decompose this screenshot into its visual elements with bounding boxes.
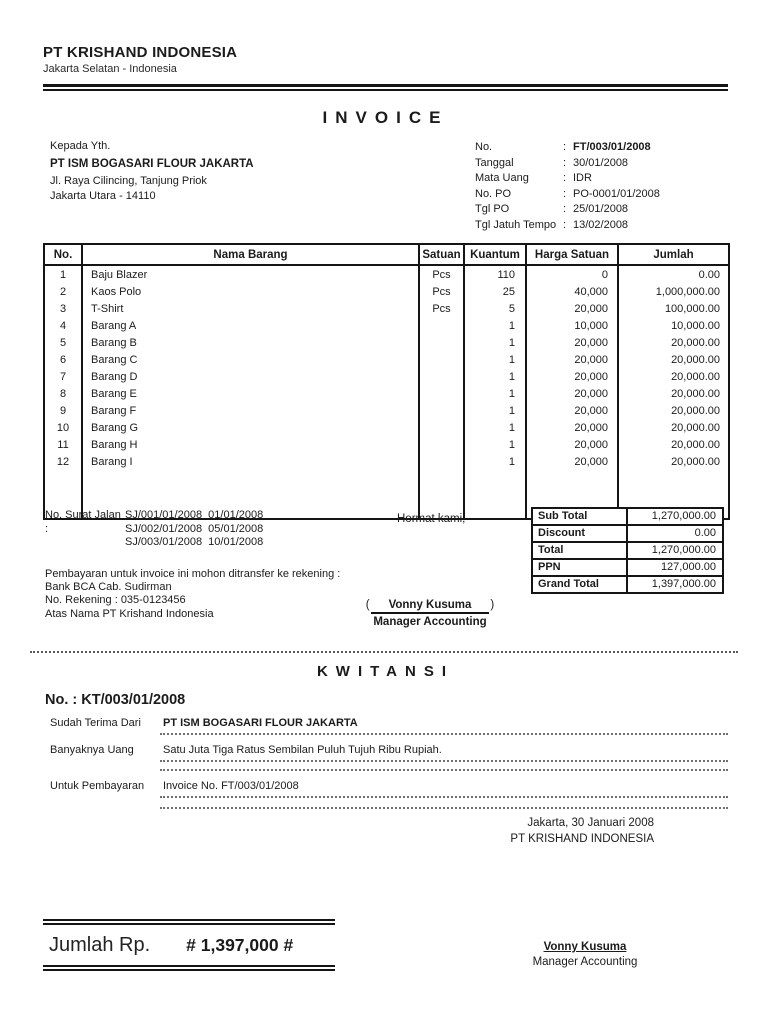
items-cell: 11 <box>44 436 82 453</box>
items-cell: 20,000 <box>526 385 618 402</box>
amount-value: # 1,397,000 # <box>186 934 294 955</box>
payment-note-line: Atas Nama PT Krishand Indonesia <box>45 607 214 620</box>
kwitansi-date-block <box>400 815 654 847</box>
items-cell <box>419 436 464 453</box>
meta-separator: : <box>563 218 567 231</box>
items-row <box>44 265 729 283</box>
invoice-meta-row <box>475 171 660 187</box>
kwitansi-field-value: Invoice No. FT/003/01/2008 <box>160 779 728 798</box>
items-cell: Barang I <box>82 453 419 470</box>
items-row <box>44 283 729 300</box>
items-cell: 5 <box>44 334 82 351</box>
items-row <box>44 453 729 470</box>
items-header-cell: Jumlah <box>618 244 729 265</box>
invoice-title: INVOICE <box>322 108 449 127</box>
items-row <box>44 334 729 351</box>
surat-jalan-lines <box>125 509 263 550</box>
items-cell: T-Shirt <box>82 300 419 317</box>
items-cell: 25 <box>464 283 526 300</box>
items-cell: 1 <box>464 419 526 436</box>
items-cell: 10,000 <box>526 317 618 334</box>
amount-box <box>43 919 335 971</box>
items-cell: 20,000 <box>526 351 618 368</box>
items-cell: 100,000.00 <box>618 300 729 317</box>
amount-row <box>43 925 335 965</box>
amount-box-bottom-rule <box>43 965 335 971</box>
kwitansi-continuation-line <box>160 807 728 809</box>
items-row <box>44 300 729 317</box>
items-cell: 1 <box>464 436 526 453</box>
items-row <box>44 351 729 368</box>
totals-row <box>531 507 724 526</box>
items-cell: 10,000.00 <box>618 317 729 334</box>
items-cell: 2 <box>44 283 82 300</box>
recipient-salutation: Kepada Yth. <box>50 140 111 152</box>
items-cell: 20,000.00 <box>618 453 729 470</box>
totals-value: 127,000.00 <box>660 561 716 573</box>
letterhead-city: Jakarta Selatan - Indonesia <box>43 63 177 75</box>
items-cell: 20,000 <box>526 436 618 453</box>
items-cell: 20,000.00 <box>618 402 729 419</box>
surat-jalan-line: SJ/003/01/2008 10/01/2008 <box>125 536 264 548</box>
kwitansi-field-label: Untuk Pembayaran <box>50 780 145 792</box>
totals-label: Grand Total <box>533 577 628 592</box>
items-cell: 10 <box>44 419 82 436</box>
kwitansi-company: PT KRISHAND INDONESIA <box>510 833 654 845</box>
totals-row <box>531 524 724 543</box>
items-cell: 9 <box>44 402 82 419</box>
signature-line <box>347 599 513 611</box>
items-cell: Barang C <box>82 351 419 368</box>
items-cell: Pcs <box>419 265 464 283</box>
kwitansi-field-row <box>50 779 728 798</box>
invoice-recipient-block <box>50 139 254 204</box>
items-row <box>44 402 729 419</box>
signature-title: Manager Accounting <box>373 616 487 628</box>
items-cell: Barang E <box>82 385 419 402</box>
items-cell: 110 <box>464 265 526 283</box>
totals-value: 1,397,000.00 <box>651 578 716 590</box>
totals-row <box>531 541 724 560</box>
meta-value: FT/003/01/2008 <box>573 141 651 153</box>
letterhead-double-rule <box>43 84 728 91</box>
items-cell: 20,000.00 <box>618 385 729 402</box>
kwitansi-field-row <box>50 743 728 762</box>
items-cell: 4 <box>44 317 82 334</box>
totals-value: 1,270,000.00 <box>651 544 716 556</box>
items-filler-cell <box>464 470 526 519</box>
totals-label: Total <box>533 543 628 558</box>
items-cell: 20,000 <box>526 368 618 385</box>
meta-label: No. PO <box>475 187 512 200</box>
items-cell: Barang G <box>82 419 419 436</box>
kwitansi-continuation-line <box>160 769 728 771</box>
items-cell: 1 <box>464 334 526 351</box>
totals-row <box>531 575 724 594</box>
items-cell: 6 <box>44 351 82 368</box>
items-row <box>44 368 729 385</box>
payment-note-line: No. Rekening : 035-0123456 <box>45 594 186 607</box>
recipient-address-line2: Jakarta Utara - 14110 <box>50 190 156 202</box>
signature-paren-close: ) <box>490 599 495 611</box>
items-cell: 20,000 <box>526 300 618 317</box>
letterhead-company: PT KRISHAND INDONESIA <box>43 44 238 61</box>
items-cell: 1 <box>464 385 526 402</box>
payment-note-line: Bank BCA Cab. Sudirman <box>45 581 172 594</box>
kwitansi-number: No. : KT/003/01/2008 <box>45 692 186 708</box>
items-cell: 0 <box>526 265 618 283</box>
items-row <box>44 419 729 436</box>
items-header-cell: Kuantum <box>464 244 526 265</box>
meta-separator: : <box>563 141 567 153</box>
items-cell: Barang H <box>82 436 419 453</box>
totals-box <box>531 507 724 594</box>
kwitansi-signer-block <box>505 941 665 968</box>
items-cell: 20,000.00 <box>618 419 729 436</box>
items-cell: Pcs <box>419 300 464 317</box>
meta-label: Tgl Jatuh Tempo <box>475 218 557 231</box>
meta-value: 30/01/2008 <box>573 156 629 169</box>
signature-name: Vonny Kusuma <box>371 599 490 614</box>
items-cell: 1 <box>464 453 526 470</box>
items-cell: Barang B <box>82 334 419 351</box>
signature-paren-open: ( <box>365 599 370 611</box>
meta-label: No. <box>475 141 493 153</box>
items-cell: 20,000 <box>526 419 618 436</box>
invoice-meta-row <box>475 187 660 203</box>
totals-value: 1,270,000.00 <box>651 510 716 522</box>
meta-value: 13/02/2008 <box>573 218 629 231</box>
invoice-signer-block <box>347 599 513 628</box>
surat-jalan-line: SJ/002/01/2008 05/01/2008 <box>125 522 264 535</box>
items-cell: Barang A <box>82 317 419 334</box>
items-cell: 0.00 <box>618 265 729 283</box>
items-cell <box>419 402 464 419</box>
items-row <box>44 317 729 334</box>
items-cell: Baju Blazer <box>82 265 419 283</box>
items-cell: 8 <box>44 385 82 402</box>
kwitansi-place-date: Jakarta, 30 Januari 2008 <box>527 817 654 829</box>
items-cell <box>419 334 464 351</box>
totals-label: PPN <box>533 560 628 575</box>
meta-label: Mata Uang <box>475 172 529 185</box>
items-cell: 1 <box>464 317 526 334</box>
payment-note-block <box>45 568 340 621</box>
items-cell: 40,000 <box>526 283 618 300</box>
items-header-cell: No. <box>44 244 82 265</box>
items-cell <box>419 317 464 334</box>
items-cell: 20,000 <box>526 402 618 419</box>
kwitansi-field-value: Satu Juta Tiga Ratus Sembilan Puluh Tujuh Ribu Rupiah. <box>160 743 728 762</box>
items-cell: 20,000.00 <box>618 436 729 453</box>
meta-label: Tanggal <box>475 156 514 169</box>
totals-row <box>531 558 724 577</box>
meta-separator: : <box>563 203 567 216</box>
items-filler-cell <box>419 470 464 519</box>
payment-note-line: Pembayaran untuk invoice ini mohon ditransfer ke rekening : <box>45 568 341 580</box>
items-cell: 12 <box>44 453 82 470</box>
items-cell: 1 <box>464 402 526 419</box>
invoice-meta-row <box>475 202 660 218</box>
items-header-cell: Nama Barang <box>82 244 419 265</box>
items-cell: 20,000 <box>526 453 618 470</box>
closing-phrase: Hormat kami, <box>397 513 466 525</box>
totals-label: Discount <box>533 526 628 541</box>
items-header-cell: Satuan <box>419 244 464 265</box>
items-header-cell: Harga Satuan <box>526 244 618 265</box>
surat-jalan-line: SJ/001/01/2008 01/01/2008 <box>125 509 264 521</box>
kwitansi-field-label: Sudah Terima Dari <box>50 717 141 729</box>
invoice-items-table <box>43 243 730 520</box>
kwitansi-field-label: Banyaknya Uang <box>50 744 134 756</box>
items-cell: Barang F <box>82 402 419 419</box>
items-cell <box>419 419 464 436</box>
items-row <box>44 436 729 453</box>
items-header-row <box>44 244 729 265</box>
items-cell: 1 <box>464 351 526 368</box>
invoice-meta-row <box>475 140 660 156</box>
surat-jalan-block <box>45 509 263 550</box>
amount-label: Jumlah Rp. <box>49 933 151 956</box>
meta-value: IDR <box>573 172 592 185</box>
items-cell <box>419 453 464 470</box>
recipient-name: PT ISM BOGASARI FLOUR JAKARTA <box>50 158 254 170</box>
items-cell: 20,000 <box>526 334 618 351</box>
items-cell: Barang D <box>82 368 419 385</box>
items-cell: 20,000.00 <box>618 368 729 385</box>
items-row <box>44 385 729 402</box>
totals-value: 0.00 <box>694 527 716 539</box>
items-cell: 20,000.00 <box>618 351 729 368</box>
items-cell: 1 <box>464 368 526 385</box>
items-cell <box>419 351 464 368</box>
section-divider-dotted <box>30 651 738 653</box>
meta-separator: : <box>563 187 567 200</box>
surat-jalan-label: No. Surat Jalan : <box>45 509 121 535</box>
meta-separator: : <box>563 172 567 185</box>
kwitansi-field-value: PT ISM BOGASARI FLOUR JAKARTA <box>160 716 728 735</box>
items-cell: Kaos Polo <box>82 283 419 300</box>
items-cell <box>419 385 464 402</box>
kwitansi-field-row <box>50 716 728 735</box>
totals-label: Sub Total <box>533 509 628 524</box>
items-cell <box>419 368 464 385</box>
items-cell: 3 <box>44 300 82 317</box>
recipient-address-line1: Jl. Raya Cilincing, Tanjung Priok <box>50 175 207 187</box>
items-cell: 5 <box>464 300 526 317</box>
invoice-meta-row <box>475 156 660 172</box>
kwitansi-signer-title: Manager Accounting <box>532 956 638 968</box>
meta-value: PO-0001/01/2008 <box>573 187 660 200</box>
meta-separator: : <box>563 156 567 169</box>
meta-label: Tgl PO <box>475 203 510 216</box>
items-cell: 1 <box>44 265 82 283</box>
items-cell: 1,000,000.00 <box>618 283 729 300</box>
kwitansi-signer-name: Vonny Kusuma <box>543 941 627 953</box>
items-cell: Pcs <box>419 283 464 300</box>
invoice-meta-row <box>475 218 660 234</box>
kwitansi-title: KWITANSI <box>316 663 455 680</box>
meta-value: 25/01/2008 <box>573 203 629 216</box>
items-cell: 20,000.00 <box>618 334 729 351</box>
invoice-meta-block <box>475 140 660 234</box>
items-cell: 7 <box>44 368 82 385</box>
